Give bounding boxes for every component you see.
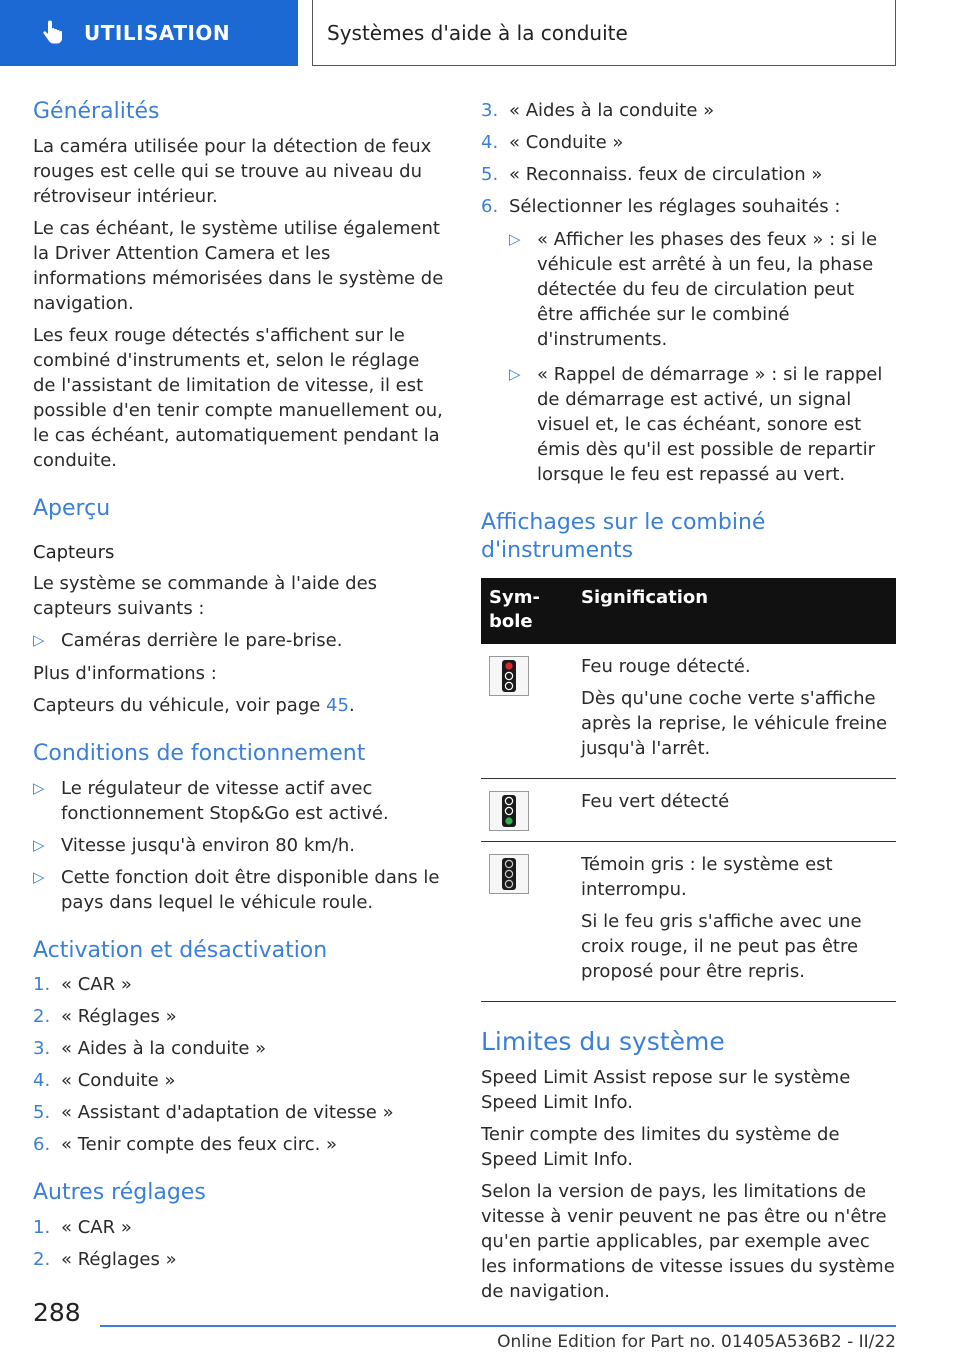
conditions-list — [33, 776, 445, 915]
grey-traffic-light-icon — [489, 854, 529, 894]
heading-generalites: Généralités — [33, 99, 160, 124]
paragraph: Tenir compte des limites du système de Speed Limit Info. — [481, 1124, 840, 1171]
symbol-table — [481, 578, 896, 1002]
section-tab — [0, 0, 298, 66]
paragraph: La caméra utilisée pour la détection de feux rouges est celle qui se trouve au niveau du rétroviseur intérieur. — [33, 135, 432, 207]
edition-info: Online Edition for Part no. 01405A536B2 - II/22 — [497, 1332, 896, 1352]
list-item: 3. « Aides à la conduite » — [481, 100, 715, 121]
list-item: 6. « Tenir compte des feux circ. » — [33, 1134, 338, 1155]
list-item: 1. « CAR » — [33, 1216, 132, 1238]
heading-autres-reglages: Autres réglages — [33, 1180, 206, 1205]
hand-pointer-icon — [38, 19, 66, 47]
heading-conditions: Conditions de fonctionnement — [33, 741, 366, 766]
heading-affichages: Affichages sur le combiné d'instruments — [481, 510, 766, 563]
heading-activation: Activation et désactivation — [33, 937, 328, 963]
meaning-text: Feu vert détecté — [581, 791, 730, 812]
sensor-list — [33, 628, 445, 653]
meaning-text: Feu rouge détecté. — [581, 656, 751, 677]
ref-text: Capteurs du véhicule, voir page — [33, 695, 327, 716]
column-header-meaning: Signification — [573, 578, 896, 644]
list-item: 4. « Conduite » — [481, 132, 624, 153]
list-item: 5. « Assistant d'adaptation de vitesse » — [33, 1102, 394, 1123]
list-item: ▷ « Afficher les phases des feux » : si le véhicule est arrêté à un feu, la phase détectée du feu de circulation peut être affichée sur le combiné d'instruments. — [509, 227, 896, 352]
meaning-text: Si le feu gris s'affiche avec une croix rouge, il ne peut pas être proposé pour être repris. — [581, 911, 862, 982]
footer-divider — [100, 1325, 896, 1327]
chapter-tab — [312, 0, 896, 66]
table-header-row — [481, 578, 896, 644]
list-item: 6. Sélectionner les réglages souhaités : ▷ « Afficher les phases des feux » : si le véhicule est arrêté à un feu, la phase détectée du feu de circulation peut être affichée sur le combiné d'instruments. ▷ « Rappel de démarrage » : si le rappel de démarrage est activé, un signal visuel et, le cas échéant, sonore est émis dès qu'il est possible de repartir lorsque le feu est repassé au vert. — [481, 194, 896, 487]
settings-steps-continued — [481, 98, 896, 487]
list-item: 3. « Aides à la conduite » — [33, 1038, 267, 1059]
meaning-text: Témoin gris : le système est interrompu. — [581, 854, 833, 900]
subheading-capteurs: Capteurs — [33, 542, 115, 563]
list-item: 5. « Reconnaiss. feux de circulation » — [481, 164, 823, 185]
heading-apercu: Aperçu — [33, 495, 111, 521]
list-item: ▷ Caméras derrière le pare-brise. — [33, 628, 445, 653]
list-item: 4. « Conduite » — [33, 1070, 176, 1091]
page-header — [0, 0, 960, 66]
meaning-text: Dès qu'une coche verte s'affiche après la reprise, le véhicule freine jusqu'à l'arrêt. — [581, 688, 888, 759]
paragraph: Speed Limit Assist repose sur le système Speed Limit Info. — [481, 1067, 851, 1114]
paragraph-sensor-ref — [33, 693, 445, 718]
table-row — [481, 644, 896, 779]
chapter-tab-label: Systèmes d'aide à la conduite — [327, 20, 628, 45]
list-item: ▷ « Rappel de démarrage » : si le rappel de démarrage est activé, un signal visuel et, le cas échéant, sonore est émis dès qu'il est possible de repartir lorsque le feu est repassé au vert. — [509, 362, 896, 487]
left-column — [33, 98, 445, 1280]
list-item: ▷ Vitesse jusqu'à environ 80 km/h. — [33, 833, 445, 858]
page-number: 288 — [33, 1298, 81, 1327]
heading-limites: Limites du système — [481, 1027, 725, 1056]
activation-steps — [33, 972, 445, 1157]
paragraph: Le système se commande à l'aide des capteurs suivants : — [33, 573, 378, 619]
paragraph: Les feux rouge détectés s'affichent sur le combiné d'instruments et, selon le réglage de l'assistant de limitation de vitesse, il est possible d'en tenir compte manuellement ou, le cas échéant, automatiquement pendant la conduite. — [33, 324, 443, 471]
column-header-symbol: Sym- bole — [481, 578, 573, 644]
page-link-45[interactable]: 45 — [326, 695, 349, 716]
list-item: 1. « CAR » — [33, 974, 132, 995]
ref-suffix: . — [348, 695, 355, 716]
section-tab-label: UTILISATION — [84, 21, 231, 45]
paragraph: Le cas échéant, le système utilise également la Driver Attention Camera et les informations mémorisées dans le système de navigation. — [33, 217, 444, 314]
green-traffic-light-icon — [489, 791, 529, 831]
list-item: 2. « Réglages » — [33, 1006, 177, 1027]
list-item: ▷ Cette fonction doit être disponible dans le pays dans lequel le véhicule roule. — [33, 865, 445, 915]
table-row — [481, 842, 896, 1002]
other-settings-steps — [33, 1215, 445, 1272]
paragraph: Selon la version de pays, les limitations de vitesse à venir peuvent ne pas être ou n'être qu'en partie applicables, par exemple avec les informations de vitesse issues du système de navigation. — [481, 1181, 895, 1303]
list-item: 2. « Réglages » — [33, 1248, 177, 1270]
paragraph: Plus d'informations : — [33, 663, 217, 684]
settings-options — [509, 227, 896, 487]
right-column — [481, 98, 896, 1311]
table-row — [481, 779, 896, 842]
list-item: ▷ Le régulateur de vitesse actif avec fonctionnement Stop&Go est activé. — [33, 776, 445, 826]
red-traffic-light-icon — [489, 656, 529, 696]
